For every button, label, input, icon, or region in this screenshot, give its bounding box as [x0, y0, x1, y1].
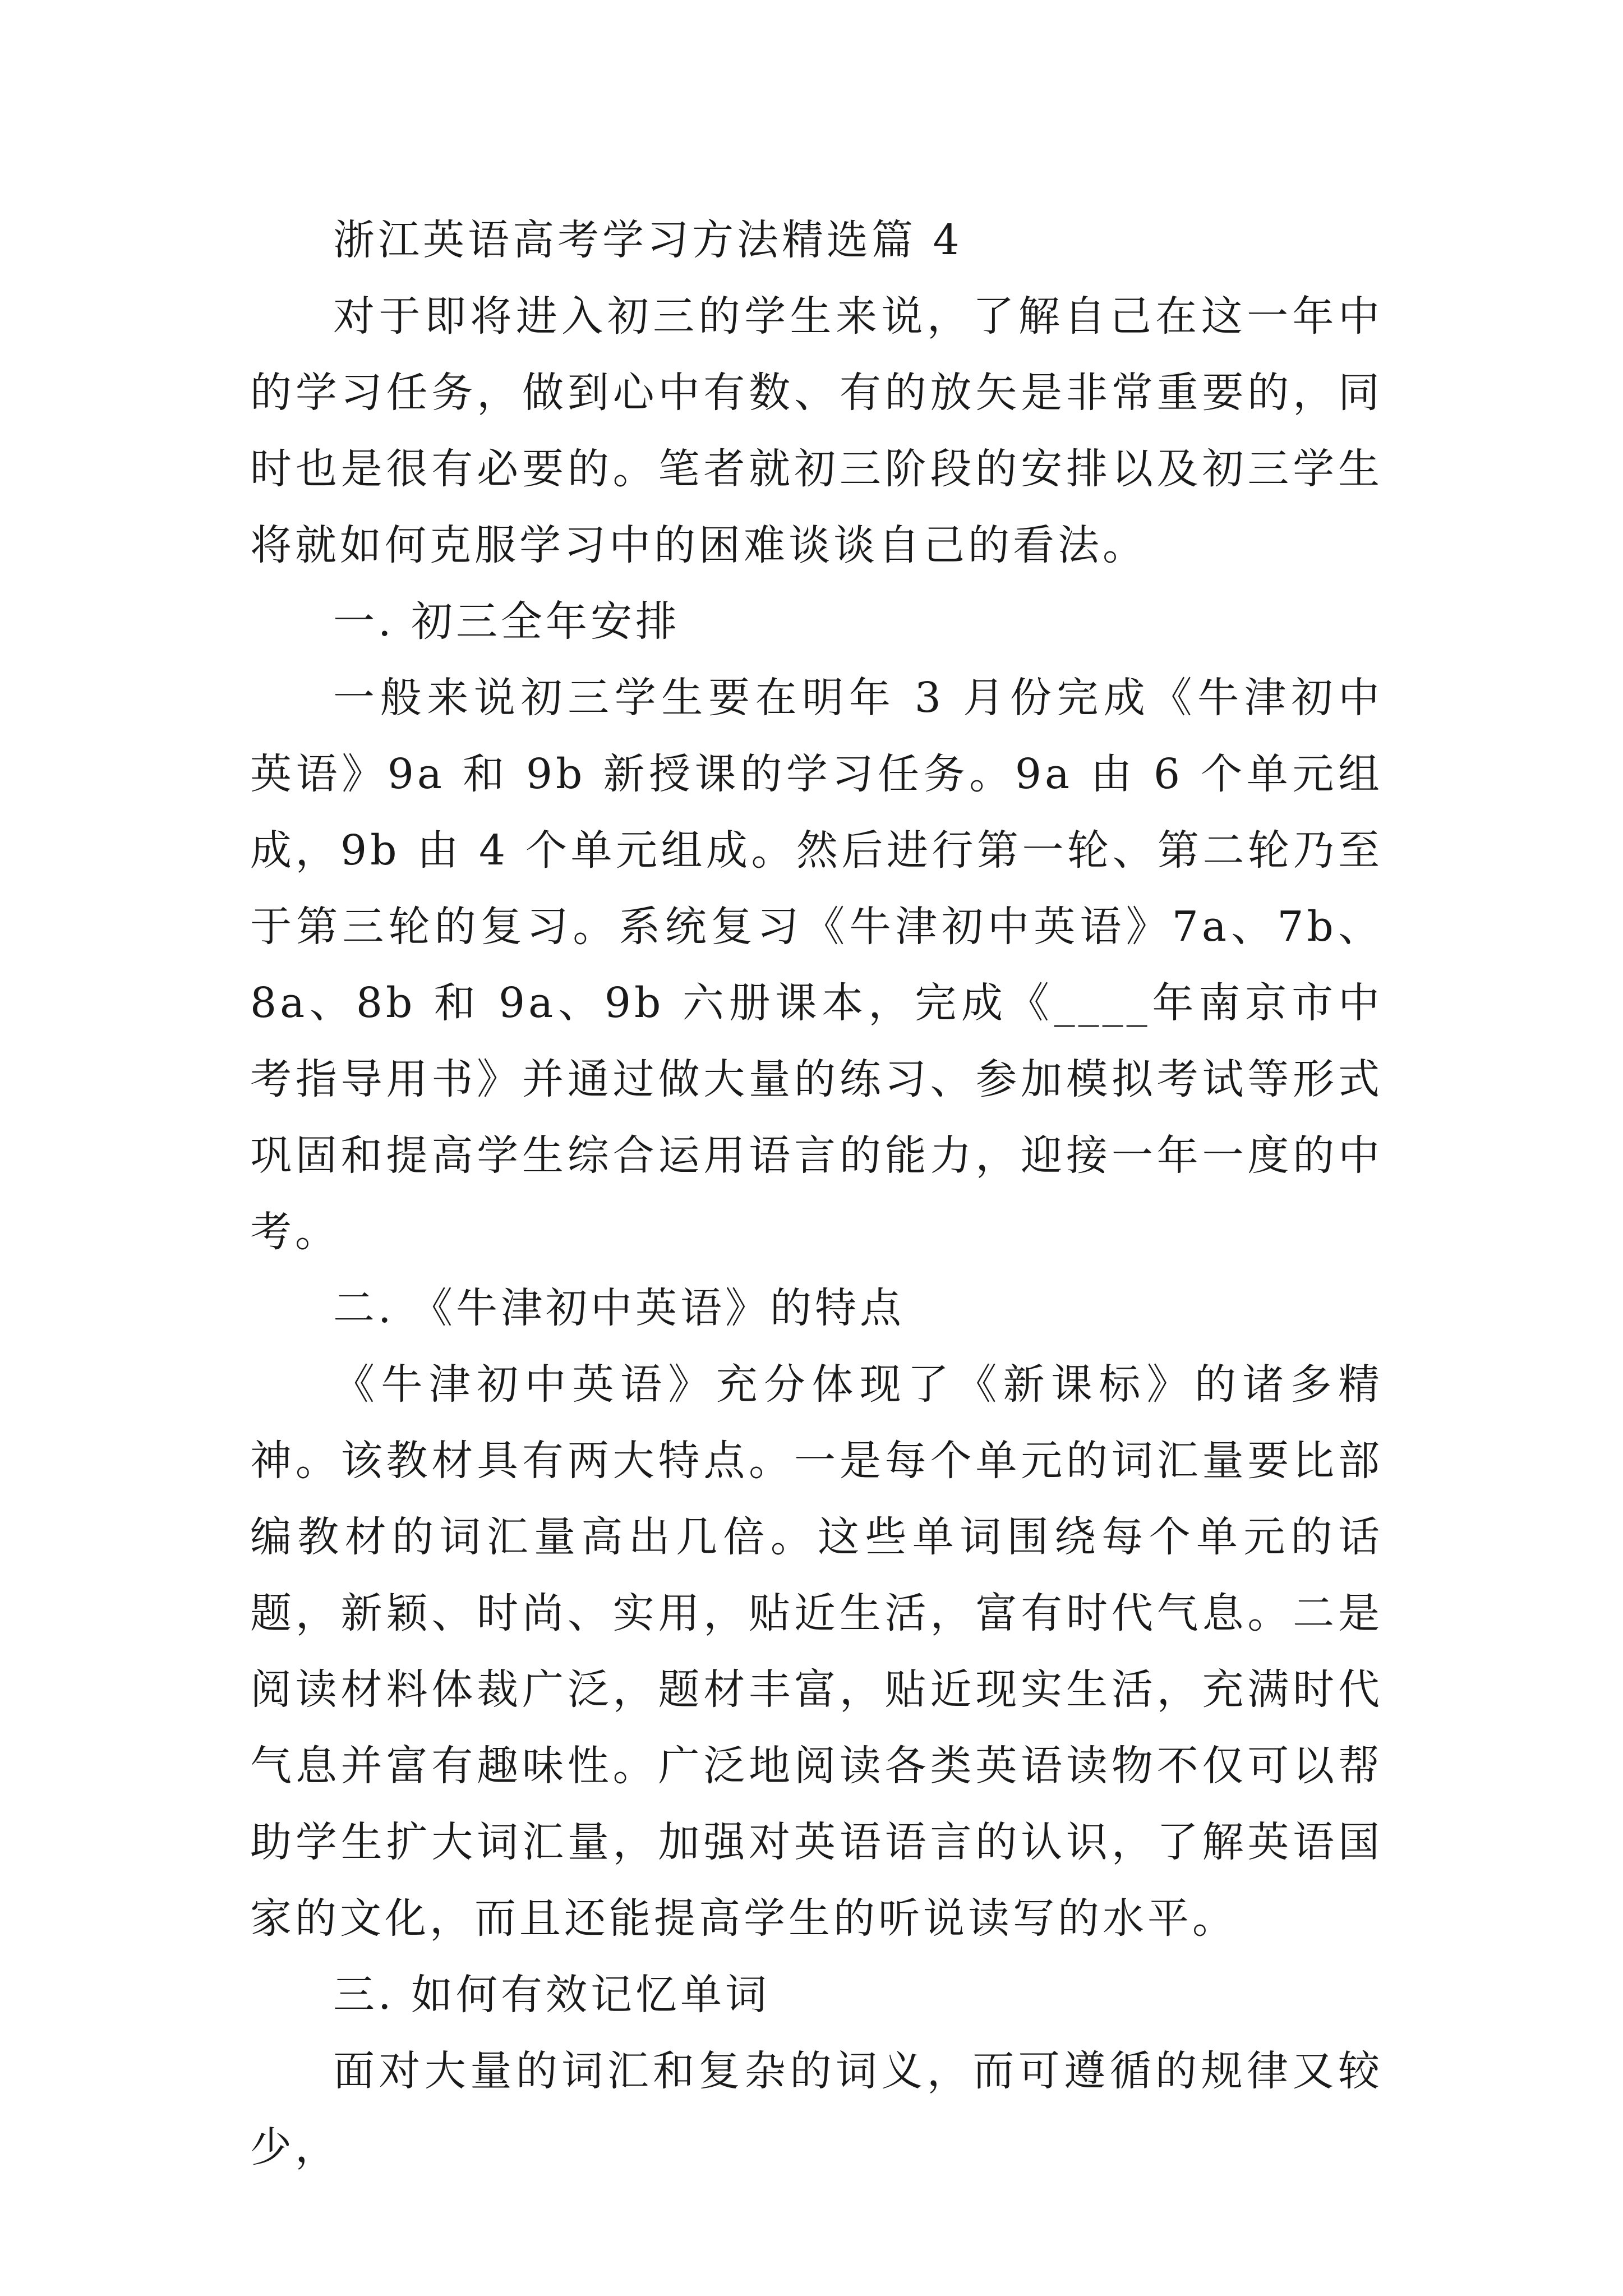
paragraph-section-1: 一般来说初三学生要在明年 3 月份完成《牛津初中英语》9a 和 9b 新授课的学习任务。9a 由 6 个单元组成，9b 由 4 个单元组成。然后进行第一轮、第二轮乃至于第三轮的复习。系统复习《牛津初中英语》7a、7b、8a、8b 和 9a、9b 六册课本，完成《____年南京市中考指导用书》并通过做大量的练习、参加模拟考试等形式巩固和提高学生综合运用语言的能力，迎接一年一度的中考。: [250, 674, 1383, 1256]
section-heading-1: 一. 初三全年安排: [333, 597, 681, 646]
document-title: 浙江英语高考学习方法精选篇 4: [333, 216, 963, 264]
paragraph-section-2: 《牛津初中英语》充分体现了《新课标》的诸多精神。该教材具有两大特点。一是每个单元的词汇量要比部编教材的词汇量高出几倍。这些单词围绕每个单元的话题，新颖、时尚、实用，贴近生活，富有时代气息。二是阅读材料体裁广泛，题材丰富，贴近现实生活，充满时代气息并富有趣味性。广泛地阅读各类英语读物不仅可以帮助学生扩大词汇量，加强对英语语言的认识，了解英语国家的文化，而且还能提高学生的听说读写的水平。: [250, 1360, 1383, 1943]
section-heading-3: 三. 如何有效记忆单词: [333, 1971, 771, 2019]
section-heading-2: 二. 《牛津初中英语》的特点: [333, 1284, 905, 1332]
document-body: [250, 202, 1383, 2185]
paragraph-section-3: 面对大量的词汇和复杂的词义，而可遵循的规律又较少，: [250, 2047, 1383, 2171]
paragraph-intro: 对于即将进入初三的学生来说，了解自己在这一年中的学习任务，做到心中有数、有的放矢是非常重要的，同时也是很有必要的。笔者就初三阶段的安排以及初三学生将就如何克服学习中的困难谈谈自己的看法。: [250, 292, 1383, 569]
